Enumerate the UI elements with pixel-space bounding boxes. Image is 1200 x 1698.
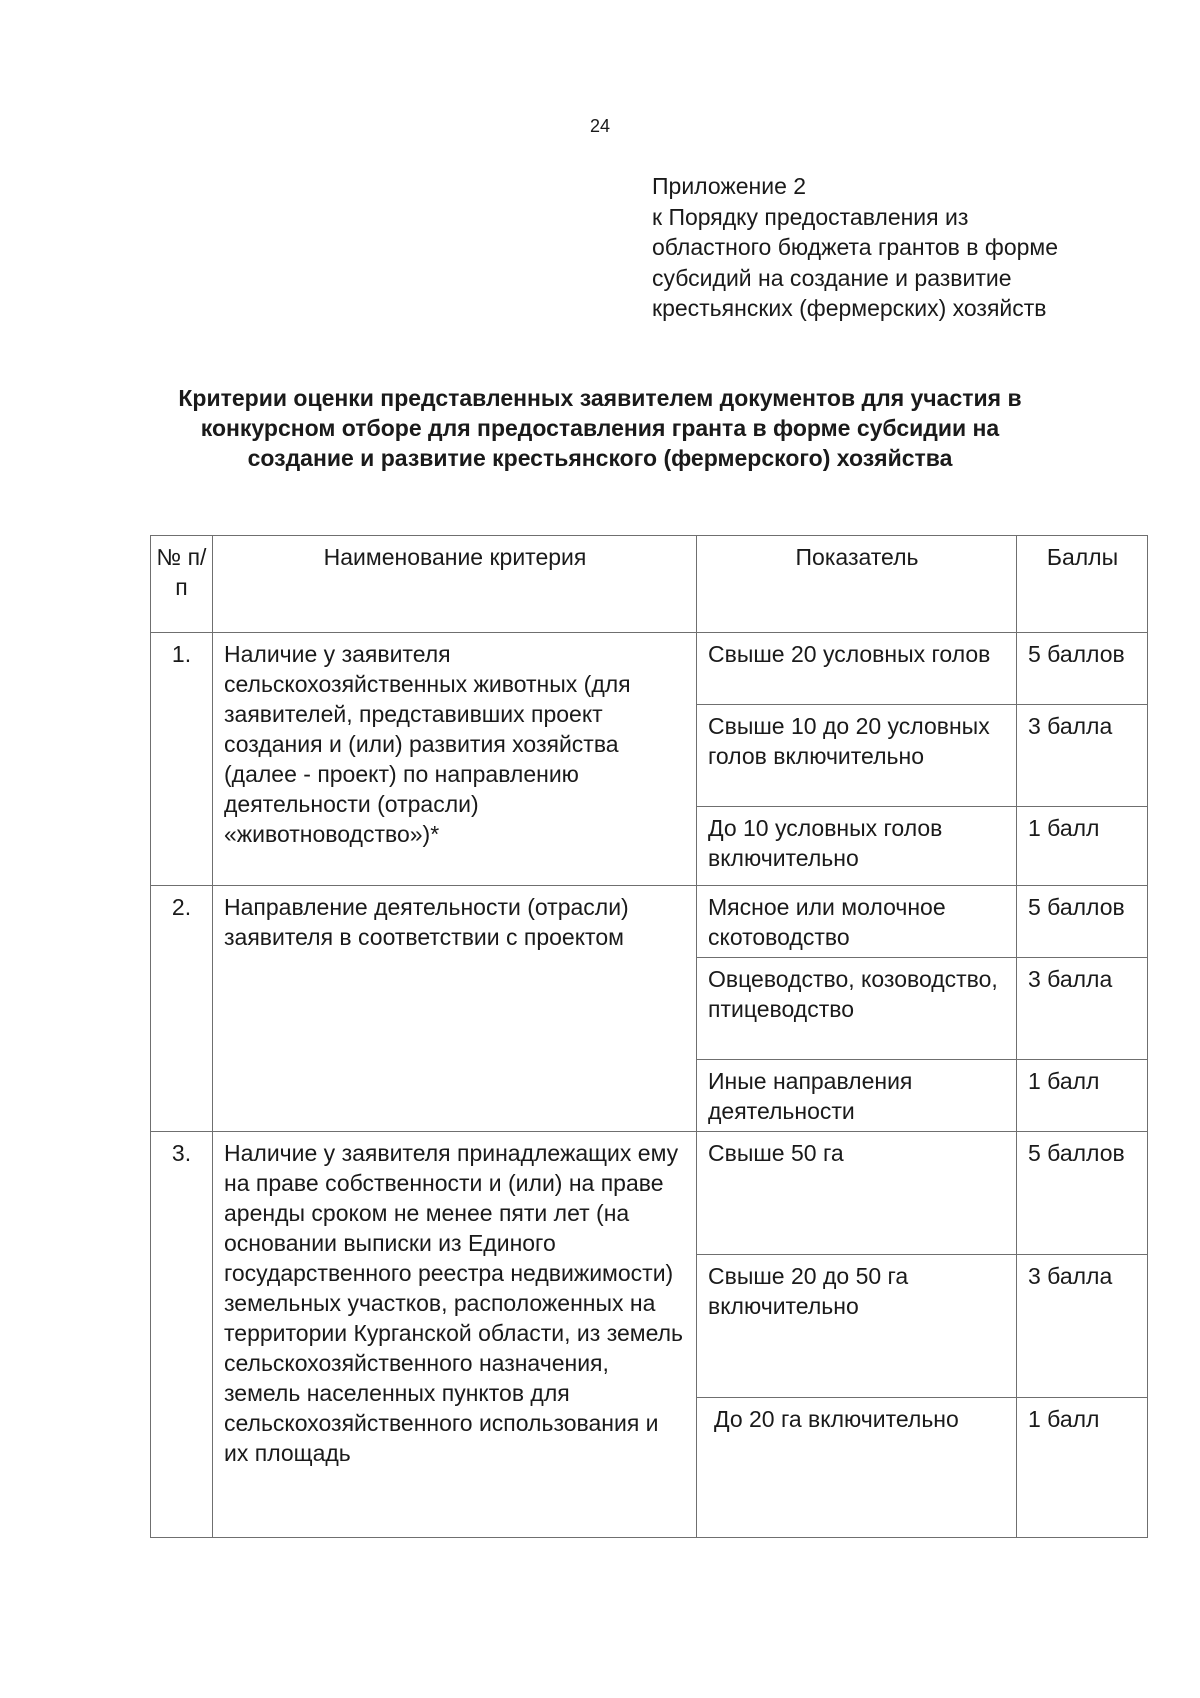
points-cell: 3 балла xyxy=(1017,1255,1148,1398)
table-row xyxy=(151,1132,1148,1255)
criterion-num: 1. xyxy=(151,633,213,886)
indicator-cell: Овцеводство, козоводство, птицеводство xyxy=(697,958,1017,1060)
points-cell: 3 балла xyxy=(1017,705,1148,807)
appendix-line: Приложение 2 xyxy=(652,173,807,199)
indicator-cell: Свыше 20 условных голов xyxy=(697,633,1017,705)
appendix-line: крестьянских (фермерских) хозяйств xyxy=(652,295,1047,321)
points-cell: 1 балл xyxy=(1017,807,1148,886)
indicator-cell: До 10 условных голов включительно xyxy=(697,807,1017,886)
criterion-name: Наличие у заявителя сельскохозяйственных животных (для заявителей, представивших проект создания и (или) развития хозяйства (далее - проект) по направлению деятельности (отрасли) «животноводство»)* xyxy=(213,633,697,886)
points-cell: 5 баллов xyxy=(1017,886,1148,958)
title-line: создание и развитие крестьянского (фермерского) хозяйства xyxy=(247,445,953,471)
document-title xyxy=(100,383,1100,473)
header-indicator: Показатель xyxy=(697,536,1017,633)
indicator-cell: Иные направления деятельности xyxy=(697,1060,1017,1132)
criterion-name: Наличие у заявителя принадлежащих ему на праве собственности и (или) на праве аренды сроком не менее пяти лет (на основании выписки из Единого государственного реестра недвижимости) земельных участков, расположенных на территории Курганской области, из земель сельскохозяйственного назначения, земель населенных пунктов для сельскохозяйственного использования и их площадь xyxy=(213,1132,697,1538)
appendix-line: субсидий на создание и развитие xyxy=(652,264,1012,291)
indicator-cell: До 20 га включительно xyxy=(697,1398,1017,1538)
appendix-line: к Порядку предоставления из xyxy=(652,203,969,230)
points-cell: 1 балл xyxy=(1017,1398,1148,1538)
page-number: 24 xyxy=(589,116,611,136)
table-header-row xyxy=(151,536,1148,633)
points-cell: 1 балл xyxy=(1017,1060,1148,1132)
table-row xyxy=(151,886,1148,958)
criterion-num: 2. xyxy=(151,886,213,1132)
title-line: Критерии оценки представленных заявителем документов для участия в xyxy=(178,385,1022,411)
points-cell: 5 баллов xyxy=(1017,1132,1148,1255)
header-num: № п/п xyxy=(151,536,213,633)
header-points: Баллы xyxy=(1017,536,1148,633)
criteria-table xyxy=(150,535,1148,1538)
indicator-cell: Свыше 50 га xyxy=(697,1132,1017,1255)
table-row xyxy=(151,633,1148,705)
title-line: конкурсном отборе для предоставления гранта в форме субсидии на xyxy=(200,415,1000,441)
appendix-line: областного бюджета грантов в форме xyxy=(652,234,1059,260)
appendix-note xyxy=(652,171,1152,324)
header-name: Наименование критерия xyxy=(213,536,697,633)
criterion-name: Направление деятельности (отрасли) заявителя в соответствии с проектом xyxy=(213,886,697,1132)
points-cell: 5 баллов xyxy=(1017,633,1148,705)
criterion-num: 3. xyxy=(151,1132,213,1538)
indicator-cell: Свыше 20 до 50 га включительно xyxy=(697,1255,1017,1398)
indicator-cell: Мясное или молочное скотоводство xyxy=(697,886,1017,958)
indicator-cell: Свыше 10 до 20 условных голов включительно xyxy=(697,705,1017,807)
points-cell: 3 балла xyxy=(1017,958,1148,1060)
